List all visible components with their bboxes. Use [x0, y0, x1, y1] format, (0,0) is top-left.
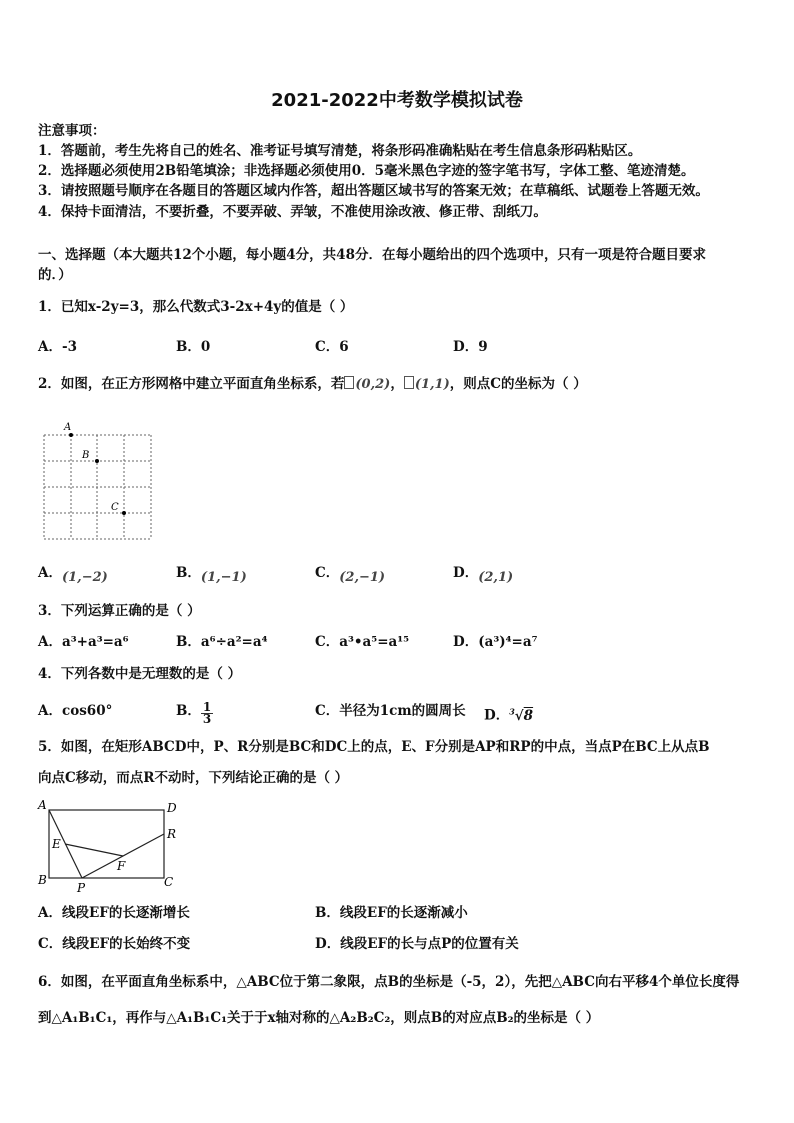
q5-option-d[interactable]: D．线段EF的长与点P的位置有关 — [315, 936, 519, 952]
label-c: C — [111, 502, 119, 513]
page-title: 2021-2022中考数学模拟试卷 — [271, 90, 523, 111]
question-2-stem — [38, 374, 587, 395]
grid-lines — [44, 435, 151, 539]
cube-root-icon: $^3$√8 — [509, 706, 534, 724]
label-e: E — [52, 837, 61, 851]
question-6-line1: 6．如图，在平面直角坐标系中，△ABC位于第二象限，点B的坐标是（-5，2），先把△ABC向右平移4个单位长度得 — [38, 974, 740, 990]
point-b — [95, 459, 99, 463]
q1-option-d[interactable]: D．9 — [453, 339, 488, 355]
q2-option-c-letter: C． — [315, 565, 340, 581]
notice-item-2: 2．选择题必须使用2B铅笔填涂；非选择题必须使用0．5毫米黑色字迹的签字笔书写，字体工整、笔迹清楚。 — [38, 163, 695, 179]
root-index: 3 — [509, 706, 515, 716]
label-b: B — [38, 873, 47, 887]
question-1-stem: 1．已知x-2y=3，那么代数式3-2x+4y的值是（ ） — [38, 299, 354, 315]
q3-option-a[interactable]: A．a³+a³=a⁶ — [38, 634, 129, 650]
q2-option-a[interactable] — [38, 563, 108, 584]
q1-option-a[interactable]: A．-3 — [38, 339, 77, 355]
q4-option-b-letter: B． — [176, 703, 201, 719]
label-f: F — [117, 859, 126, 873]
q5-option-b[interactable]: B．线段EF的长逐渐减小 — [315, 905, 468, 921]
q4-option-b[interactable] — [176, 701, 213, 725]
q2-option-b[interactable] — [176, 563, 247, 584]
q4-option-a[interactable]: A．cos60° — [38, 703, 113, 719]
label-d: D — [167, 801, 177, 815]
q1-option-b[interactable]: B．0 — [176, 339, 211, 355]
fraction-numerator: 1 — [202, 700, 212, 714]
missing-symbol-icon — [404, 376, 414, 389]
q2-option-c[interactable] — [315, 563, 385, 584]
point-a — [69, 433, 73, 437]
root-radicand: 8 — [523, 707, 534, 724]
section-heading-line1: 一、选择题（本大题共12个小题，每小题4分，共48分．在每小题给出的四个选项中，只有一项是符合题目要求 — [38, 247, 706, 263]
label-r: R — [167, 827, 177, 841]
q2-separator: ， — [390, 376, 404, 392]
question-6-line2: 到△A₁B₁C₁，再作与△A₁B₁C₁关于于x轴对称的△A₂B₂C₂，则点B的对应点B₂的坐标是（ ） — [38, 1010, 600, 1026]
question-4-stem: 4．下列各数中是无理数的是（ ） — [38, 666, 242, 682]
notice-heading: 注意事项： — [38, 123, 106, 139]
label-b: B — [82, 450, 90, 461]
q5-option-c[interactable]: C．线段EF的长始终不变 — [38, 936, 191, 952]
q1-option-c[interactable]: C．6 — [315, 339, 349, 355]
q2-option-d[interactable] — [453, 563, 513, 584]
q2-option-a-value: (1,−2) — [61, 570, 108, 585]
question-3-stem: 3．下列运算正确的是（ ） — [38, 603, 201, 619]
question-5-line2: 向点C移动，而点R不动时，下列结论正确的是（ ） — [38, 770, 349, 786]
q3-option-c[interactable]: C．a³•a⁵=a¹⁵ — [315, 634, 410, 650]
q2-option-d-value: (2,1) — [478, 570, 514, 585]
q5-option-a[interactable]: A．线段EF的长逐渐增长 — [38, 905, 190, 921]
q2-option-b-letter: B． — [176, 565, 201, 581]
section-heading-line2: 的．） — [38, 267, 72, 283]
q2-option-d-letter: D． — [453, 565, 479, 581]
label-a: A — [64, 422, 72, 433]
q3-option-b[interactable]: B．a⁶÷a²=a⁴ — [176, 634, 268, 650]
q2-option-c-value: (2,−1) — [339, 570, 386, 585]
q2-stem-part-a: 2．如图，在正方形网格中建立平面直角坐标系，若 — [38, 376, 345, 392]
q4-option-c[interactable]: C．半径为1cm的圆周长 — [315, 703, 466, 719]
label-c: C — [164, 875, 174, 889]
fraction-one-third — [201, 702, 213, 725]
segment-ef — [65, 844, 123, 856]
q3-option-d[interactable]: D．(a³)⁴=a⁷ — [453, 634, 538, 650]
q5-rectangle-figure — [34, 796, 184, 896]
question-5-line1: 5．如图，在矩形ABCD中，P、R分别是BC和DC上的点，E、F分别是AP和RP的中点，当点P在BC上从点B — [38, 739, 710, 755]
q2-stem-part-b: ，则点C的坐标为（ ） — [449, 376, 587, 392]
q4-option-d[interactable] — [484, 701, 533, 726]
q2-option-a-letter: A． — [38, 565, 62, 581]
q4-option-d-letter: D． — [484, 707, 510, 724]
label-p: P — [77, 881, 86, 895]
missing-symbol-icon — [344, 376, 354, 389]
notice-item-3: 3．请按照题号顺序在各题目的答题区域内作答，超出答题区域书写的答案无效；在草稿纸、试题卷上答题无效。 — [38, 183, 709, 199]
q2-coord-b: (1,1) — [414, 377, 450, 392]
q2-option-b-value: (1,−1) — [200, 570, 247, 585]
q2-grid-figure — [38, 420, 158, 545]
q2-coord-a: (0,2) — [355, 377, 391, 392]
label-a: A — [38, 798, 47, 812]
notice-item-4: 4．保持卡面清洁，不要折叠，不要弄破、弄皱，不准使用涂改液、修正带、刮纸刀。 — [38, 204, 547, 220]
fraction-denominator: 3 — [202, 712, 212, 726]
point-c — [122, 511, 126, 515]
notice-item-1: 1．答题前，考生先将自己的姓名、准考证号填写清楚，将条形码准确粘贴在考生信息条形码粘贴区。 — [38, 143, 642, 159]
